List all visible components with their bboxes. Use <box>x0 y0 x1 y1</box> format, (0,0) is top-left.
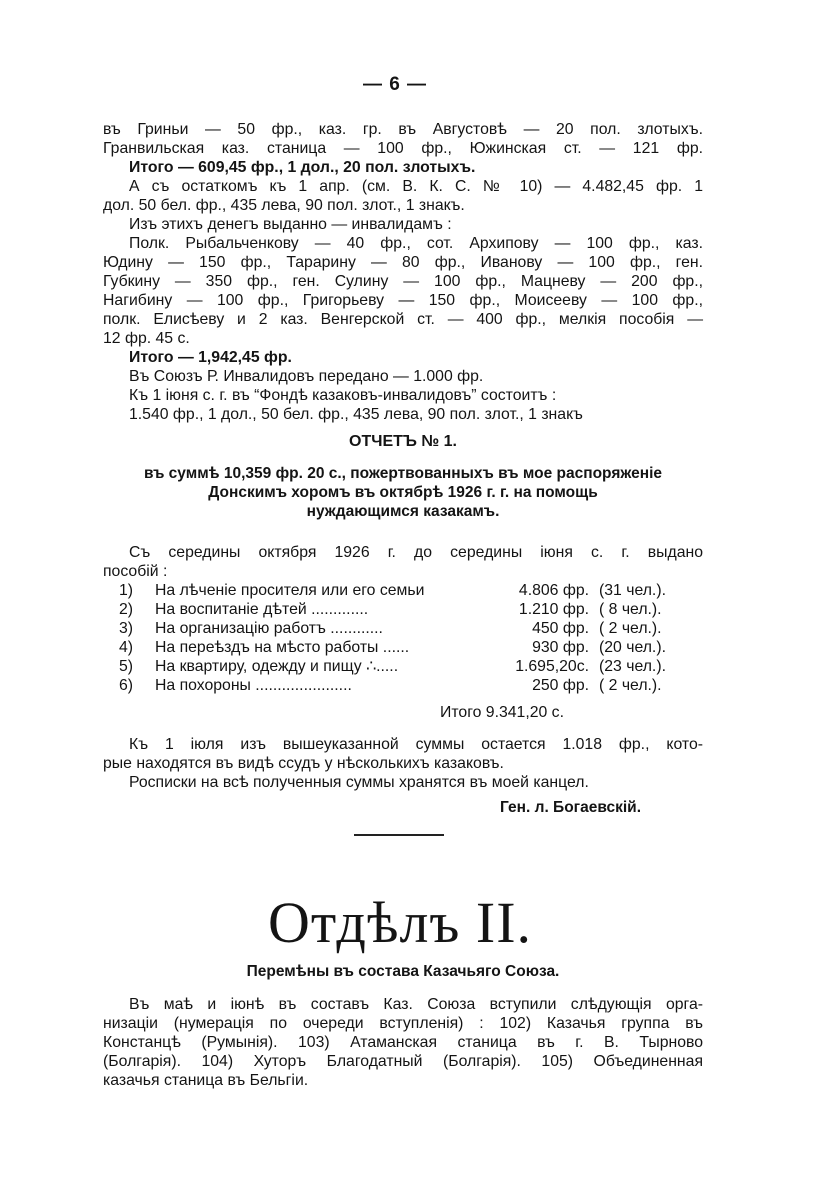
expense-number: 4) <box>119 639 134 656</box>
expense-number: 6) <box>119 677 134 694</box>
fund-accounting <box>103 120 703 424</box>
section-title: Отдѣлъ II. <box>267 890 533 955</box>
recipient-line: Губкину — 350 фр., ген. Сулину — 100 фр., Мацневу — 200 фр., <box>103 273 703 290</box>
expense-row <box>103 600 703 619</box>
signature: Ген. л. Богаевскій. <box>500 799 642 816</box>
report-total: Итого 9.341,20 с. <box>440 704 564 721</box>
total-line: Итого — 1,942,45 фр. <box>129 349 292 366</box>
text-line: Къ 1 іюля изъ вышеуказанной суммы остается 1.018 фр., кото- <box>129 736 703 753</box>
text-line: Въ Союзъ Р. Инвалидовъ передано — 1.000 фр. <box>129 368 484 385</box>
expense-amount: 450 фр. <box>532 620 589 637</box>
expense-people: ( 2 чел.). <box>599 620 662 637</box>
subtitle-line: нуждающимся казакамъ. <box>306 503 500 520</box>
expense-people: (31 чел.). <box>599 582 666 599</box>
expense-people: ( 8 чел.). <box>599 601 662 618</box>
recipient-line: Нагибину — 100 фр., Григорьеву — 150 фр., Моисееву — 100 фр., <box>103 292 703 309</box>
expense-row <box>103 619 703 638</box>
text-line: А съ остаткомъ къ 1 апр. (см. В. К. С. № 10) — 4.482,45 фр. 1 <box>129 178 703 195</box>
total-line: Итого — 609,45 фр., 1 дол., 20 пол. злотыхъ. <box>129 159 476 176</box>
divider <box>354 834 444 836</box>
expense-amount: 4.806 фр. <box>518 582 589 599</box>
expense-purpose: На квартиру, одежду и пищу ∴..... <box>155 658 399 675</box>
expense-row <box>103 676 703 695</box>
text-line: пособій : <box>103 563 168 580</box>
expense-people: ( 2 чел.). <box>599 677 662 694</box>
report-closing <box>103 735 703 792</box>
text-line: казачья станица въ Бельгіи. <box>103 1072 309 1089</box>
recipient-line: полк. Елисѣеву и 2 каз. Венгерской ст. — 400 фр., мелкія пособія — <box>103 311 703 328</box>
subtitle-line: Донскимъ хоромъ въ октябрѣ 1926 г. г. на помощь <box>208 484 598 501</box>
expense-number: 3) <box>119 620 134 637</box>
expense-purpose: На похороны ...................... <box>155 677 352 694</box>
page-number: — 6 — <box>362 74 428 95</box>
expense-row <box>103 638 703 657</box>
recipient-line: Полк. Рыбальченкову — 40 фр., сот. Архипову — 100 фр., каз. <box>129 235 703 252</box>
report-body <box>103 543 703 695</box>
text-line: Изъ этихъ денегъ выданно — инвалидамъ : <box>129 216 452 233</box>
expense-people: (23 чел.). <box>599 658 666 675</box>
expense-amount: 250 фр. <box>532 677 589 694</box>
text-line: (Болгарія). 104) Хуторъ Благодатный (Болгарія). 105) Объединенная <box>103 1053 703 1070</box>
text-line: Къ 1 іюня с. г. въ “Фондѣ казаковъ-инвалидовъ” состоитъ : <box>129 387 557 404</box>
expense-row <box>103 581 703 600</box>
expense-amount: 1.210 фр. <box>518 601 589 618</box>
text-line: низаціи (нумерація по очереди вступленія) : 102) Казачья группа въ <box>103 1015 703 1032</box>
expense-people: (20 чел.). <box>599 639 666 656</box>
text-line: Росписки на всѣ полученныя суммы хранятся въ моей канцел. <box>129 774 589 791</box>
subtitle-line: въ суммѣ 10,359 фр. 20 с., пожертвованныхъ въ мое распоряженіе <box>143 465 663 482</box>
expense-purpose: На организацію работъ ............ <box>155 620 383 637</box>
expense-purpose: На переѣздъ на мѣсто работы ...... <box>155 639 410 656</box>
text-line: Констанцѣ (Румынія). 103) Атаманская станица въ г. В. Тырново <box>103 1034 703 1051</box>
text-line: въ Гриньи — 50 фр., каз. гр. въ Августовѣ — 20 пол. злотыхъ. <box>103 121 703 138</box>
expense-amount: 1.695,20с. <box>515 658 589 675</box>
text-line: Съ середины октября 1926 г. до середины іюня с. г. выдано <box>129 544 703 561</box>
report-subtitle <box>103 464 703 521</box>
expense-row <box>103 657 703 676</box>
section-subtitle: Перемѣны въ состава Казачьяго Союза. <box>246 963 560 980</box>
text-line: Гранвильская каз. станица — 100 фр., Южинская ст. — 121 фр. <box>103 140 703 157</box>
expense-number: 2) <box>119 601 134 618</box>
recipient-line: 12 фр. 45 с. <box>103 330 190 347</box>
expense-purpose: На воспитаніе дѣтей ............. <box>155 601 369 618</box>
text-line: рые находятся въ видѣ ссудъ у нѣсколькихъ казаковъ. <box>103 755 504 772</box>
expense-number: 5) <box>119 658 134 675</box>
expense-list <box>103 581 703 695</box>
expense-purpose: На лѣченіе просителя или его семьи <box>155 582 425 599</box>
expense-number: 1) <box>119 582 134 599</box>
recipient-line: Юдину — 150 фр., Тарарину — 80 фр., Иванову — 100 фр., ген. <box>103 254 703 271</box>
section-text <box>103 995 703 1090</box>
expense-amount: 930 фр. <box>532 639 589 656</box>
report-title: ОТЧЕТЪ № 1. <box>349 433 457 450</box>
text-line: 1.540 фр., 1 дол., 50 бел. фр., 435 лева, 90 пол. злот., 1 знакъ <box>129 406 583 423</box>
text-line: Въ маѣ и іюнѣ въ составъ Каз. Союза вступили слѣдующія орга- <box>129 996 703 1013</box>
text-line: дол. 50 бел. фр., 435 лева, 90 пол. злот., 1 знакъ. <box>103 197 465 214</box>
